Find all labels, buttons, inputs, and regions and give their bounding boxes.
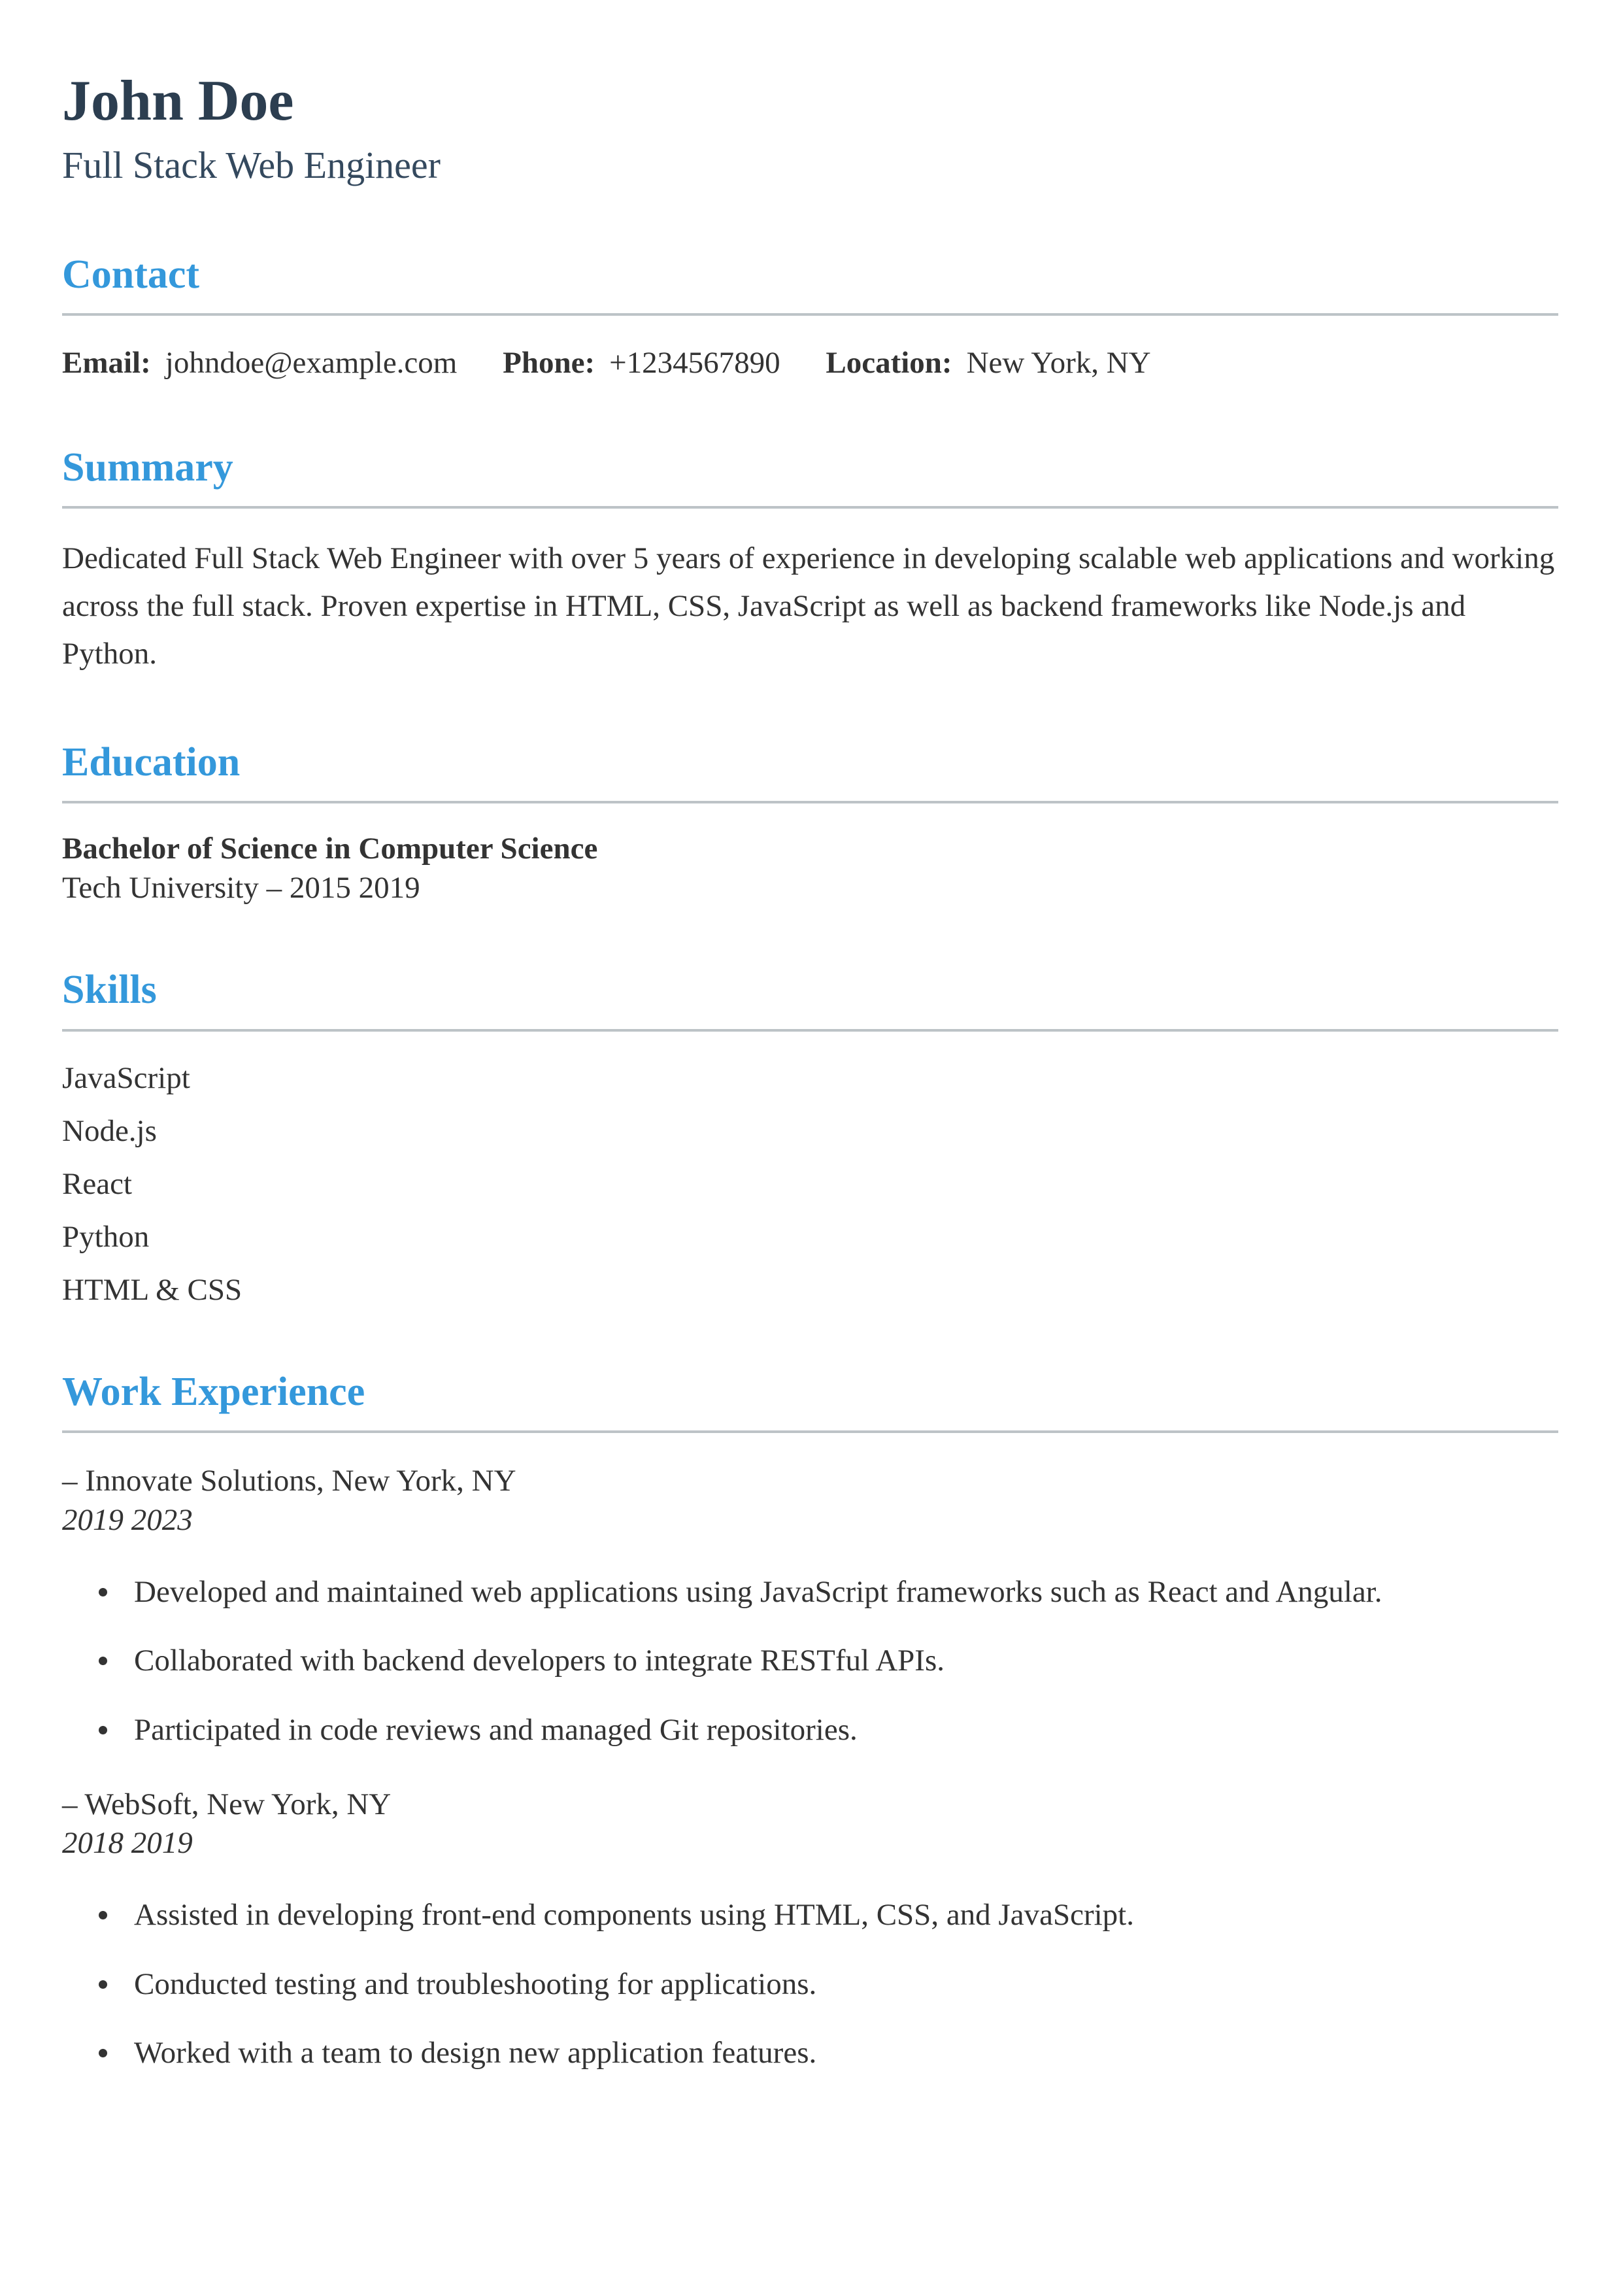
section-contact — [62, 250, 1558, 383]
education-degree: Bachelor of Science in Computer Science — [62, 832, 598, 866]
job-bullet: Assisted in developing front-end components using HTML, CSS, and JavaScript. — [134, 1892, 1558, 1938]
candidate-name: John Doe — [62, 69, 294, 133]
skill-item: React — [62, 1166, 132, 1201]
job-bullet-list — [62, 1892, 1558, 2076]
job-bullet-list — [62, 1569, 1558, 1753]
job-company-line: – WebSoft, New York, NY — [62, 1787, 392, 1822]
education-heading: Education — [62, 738, 1558, 803]
job-bullet: Participated in code reviews and managed Git repositories. — [134, 1707, 1558, 1753]
work-heading: Work Experience — [62, 1368, 1558, 1433]
section-summary — [62, 443, 1558, 678]
job-entry — [62, 1787, 1558, 2076]
summary-heading: Summary — [62, 443, 1558, 509]
education-entry — [62, 831, 1558, 905]
skill-item: HTML & CSS — [62, 1273, 243, 1308]
job-company-line: – Innovate Solutions, New York, NY — [62, 1464, 516, 1498]
skill-item: Python — [62, 1220, 150, 1254]
skills-heading: Skills — [62, 966, 1558, 1031]
skill-item: JavaScript — [62, 1060, 190, 1095]
skills-list — [62, 1060, 1558, 1308]
contact-phone-field — [503, 343, 780, 383]
job-bullet: Worked with a team to design new application features. — [134, 2030, 1558, 2076]
summary-text: Dedicated Full Stack Web Engineer with over 5 years of experience in developing scalable web applications and working across the full stack. Proven expertise in HTML, CSS, JavaScript as well as backend frameworks like Node.js and Python. — [62, 541, 1555, 671]
candidate-title: Full Stack Web Engineer — [62, 144, 441, 187]
job-dates: 2018 2019 — [62, 1826, 193, 1861]
contact-location-field — [826, 343, 1150, 383]
contact-heading: Contact — [62, 250, 1558, 316]
contact-phone-label: Phone: — [503, 345, 595, 380]
job-bullet: Collaborated with backend developers to integrate RESTful APIs. — [134, 1638, 1558, 1684]
education-school-line: Tech University – 2015 2019 — [62, 871, 420, 905]
section-education — [62, 738, 1558, 905]
contact-phone-value: +1234567890 — [609, 345, 780, 380]
contact-line — [62, 343, 1558, 383]
job-dates: 2019 2023 — [62, 1502, 193, 1537]
contact-email-label: Email: — [62, 345, 151, 380]
contact-email-value: johndoe@example.com — [165, 345, 458, 380]
contact-email-field — [62, 343, 457, 383]
skill-item: Node.js — [62, 1113, 157, 1148]
section-skills — [62, 966, 1558, 1308]
job-entry — [62, 1463, 1558, 1753]
contact-location-label: Location: — [826, 345, 952, 380]
job-bullet: Conducted testing and troubleshooting for applications. — [134, 1961, 1558, 2008]
contact-location-value: New York, NY — [966, 345, 1151, 380]
job-bullet: Developed and maintained web applications using JavaScript frameworks such as React and Angular. — [134, 1569, 1558, 1615]
section-work-experience — [62, 1368, 1558, 2076]
